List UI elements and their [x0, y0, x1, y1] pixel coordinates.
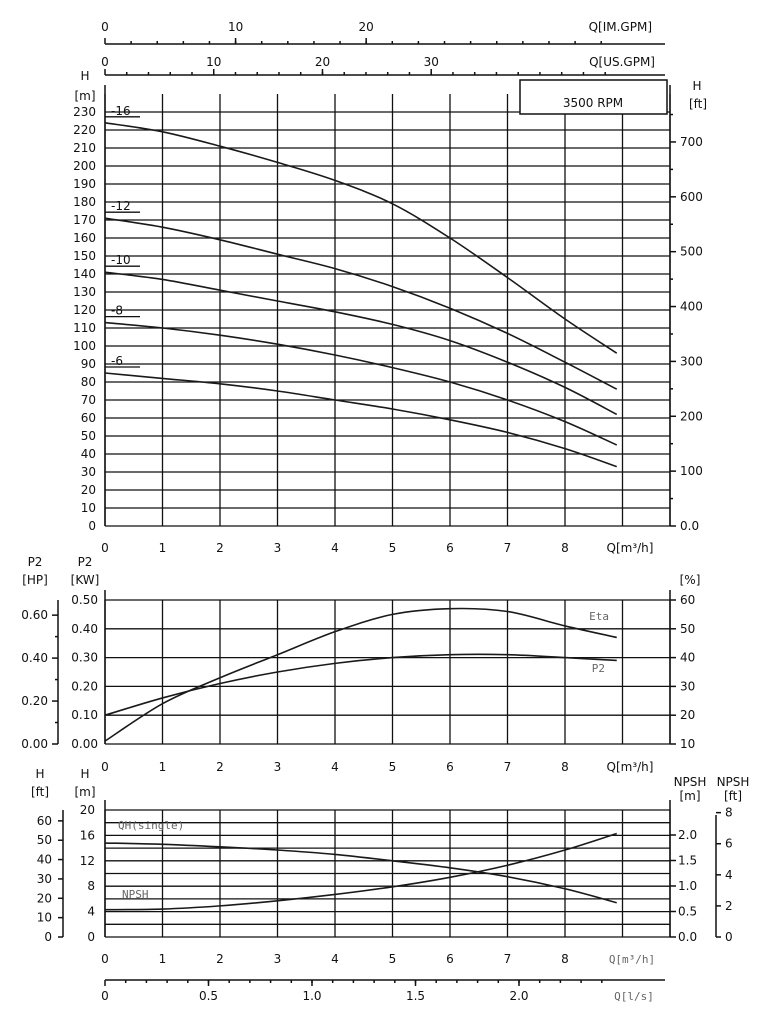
head-curve [105, 373, 617, 467]
p2-curve-label: P2 [591, 662, 605, 675]
npsh-ft-unit: [ft] [30, 785, 50, 799]
head-y-tick-label: 70 [80, 393, 96, 407]
head-y-tick-label: 230 [73, 105, 96, 119]
head-y-tick-label: 10 [80, 501, 96, 515]
power-kw-tick-label: 0.10 [71, 708, 98, 723]
head-y-tick-label: 150 [73, 249, 96, 263]
head-y-tick-label: 200 [73, 159, 96, 173]
npsh-ft-tick-label: 50 [36, 833, 52, 848]
power-x-tick-label: 0 [101, 760, 109, 774]
npsh-x-tick-label: 4 [331, 952, 339, 966]
npsh-far-right-tick-label: 2 [725, 898, 733, 913]
im-gpm-tick-label: 10 [227, 20, 244, 34]
head-y-tick-label: 60 [80, 411, 96, 425]
head-y-tick-label: 80 [80, 375, 96, 389]
power-hp-tick-label: 0.00 [21, 737, 48, 751]
head-y-label-left: H [80, 69, 90, 83]
head-x-tick-label: 7 [503, 541, 512, 555]
power-x-tick-label: 5 [388, 760, 397, 774]
npsh-far-right-tick-label: 0 [725, 930, 733, 944]
power-x-tick-label: 6 [446, 760, 454, 774]
head-ft-tick-label: 400 [680, 299, 703, 314]
power-eta-tick-label: 20 [680, 708, 696, 723]
npsh-ft-tick-label: 10 [36, 910, 52, 925]
npsh-x-tick-label: 5 [388, 952, 397, 966]
power-x-tick-label: 2 [216, 760, 224, 774]
head-ft-tick-label: 100 [680, 464, 703, 479]
head-x-tick-label: 3 [273, 541, 282, 555]
npsh-x-tick-label: 7 [503, 952, 512, 966]
power-kw-tick-label: 0.00 [71, 737, 98, 751]
head-y-tick-label: 140 [73, 267, 96, 281]
head-y-tick-label: 170 [73, 213, 96, 227]
head-x-tick-label: 0 [101, 541, 109, 555]
head-x-tick-label: 2 [216, 541, 224, 555]
head-curve-label: -8 [111, 303, 123, 318]
head-y-tick-label: 90 [80, 357, 96, 371]
head-ft-tick-label: 500 [680, 244, 703, 259]
power-kw-label: P2 [77, 555, 93, 569]
npsh-m-tick-label: 16 [79, 828, 95, 843]
power-eta-unit: [%] [679, 573, 701, 587]
power-hp-unit: [HP] [22, 573, 48, 587]
p2-curve [105, 654, 617, 715]
npsh-far-right-tick-label: 4 [725, 867, 733, 882]
head-y-label-right: H [692, 79, 702, 93]
head-y-tick-label: 160 [73, 231, 96, 245]
head-x-tick-label: 5 [388, 541, 397, 555]
npsh-m-tick-label: 0 [87, 930, 95, 944]
head-curve-label: -10 [111, 253, 131, 268]
ls-tick-label: 1.0 [302, 989, 322, 1003]
npsh-right-tick-label: 0.5 [678, 904, 698, 919]
us-gpm-tick-label: 0 [101, 55, 109, 69]
us-gpm-axis-label: Q[US.GPM] [589, 55, 655, 69]
head-y-tick-label: 40 [80, 447, 96, 461]
npsh-m-tick-label: 12 [79, 853, 95, 868]
npsh-ft-label: H [35, 767, 45, 781]
npsh-right-tick-label: 1.5 [678, 853, 698, 868]
npsh-x-tick-label: 8 [561, 952, 569, 966]
head-y-tick-label: 50 [80, 429, 96, 443]
npsh-x-axis-label: Q[m³/h] [608, 953, 656, 966]
eta-curve-label: Eta [589, 610, 609, 623]
head-ft-tick-label: 600 [680, 189, 703, 204]
npsh-m-tick-label: 20 [79, 803, 95, 817]
head-x-tick-label: 8 [561, 541, 569, 555]
npsh-x-tick-label: 3 [273, 952, 282, 966]
head-ft-tick-label: 700 [680, 134, 703, 149]
ls-tick-label: 0 [101, 989, 109, 1003]
rpm-label: 3500 RPM [562, 96, 624, 110]
us-gpm-tick-label: 10 [206, 55, 222, 69]
head-y-unit-left: [m] [74, 89, 96, 103]
npsh-right-tick-label: 1.0 [678, 879, 698, 893]
npsh-right-tick-label: 2.0 [678, 828, 698, 842]
npsh-right-tick-label: 0.0 [678, 930, 698, 944]
npsh-ft-tick-label: 0 [44, 930, 52, 944]
head-curve-label: -6 [111, 354, 123, 368]
head-y-tick-label: 220 [73, 123, 96, 137]
npsh-right-unit: [m] [679, 789, 701, 803]
power-kw-tick-label: 0.30 [71, 650, 98, 665]
power-kw-tick-label: 0.40 [71, 621, 98, 636]
head-y-tick-label: 0 [88, 519, 96, 533]
npsh-x-tick-label: 6 [446, 952, 454, 966]
head-y-tick-label: 210 [73, 141, 96, 155]
us-gpm-tick-label: 30 [423, 55, 439, 69]
power-kw-tick-label: 0.20 [71, 679, 98, 694]
head-y-tick-label: 180 [73, 195, 96, 209]
power-kw-unit: [KW] [70, 573, 100, 587]
power-x-tick-label: 3 [273, 760, 282, 774]
power-kw-tick-label: 0.50 [71, 593, 98, 607]
im-gpm-tick-label: 0 [101, 20, 109, 34]
head-y-tick-label: 100 [73, 339, 96, 353]
power-x-tick-label: 7 [503, 760, 512, 774]
ls-tick-label: 0.5 [198, 989, 219, 1003]
power-hp-label: P2 [27, 555, 43, 569]
head-curve [105, 323, 617, 445]
npsh-ft-tick-label: 20 [36, 891, 52, 906]
npsh-x-tick-label: 0 [101, 952, 109, 966]
power-x-tick-label: 4 [331, 760, 339, 774]
npsh-ft-tick-label: 60 [36, 813, 52, 828]
power-x-tick-label: 8 [561, 760, 569, 774]
npsh-m-unit: [m] [74, 785, 96, 799]
npsh-far-right-label: NPSH [716, 775, 750, 789]
head-x-tick-label: 1 [158, 541, 167, 555]
power-hp-tick-label: 0.40 [21, 651, 48, 666]
head-y-tick-label: 130 [73, 285, 96, 299]
head-x-tick-label: 6 [446, 541, 454, 555]
power-eta-tick-label: 10 [680, 737, 696, 751]
power-hp-tick-label: 0.60 [21, 608, 48, 623]
power-eta-tick-label: 50 [680, 621, 696, 636]
npsh-right-label: NPSH [673, 775, 707, 789]
head-y-tick-label: 20 [80, 483, 96, 497]
power-eta-tick-label: 40 [680, 650, 696, 665]
npsh-m-tick-label: 8 [87, 879, 95, 894]
npsh-far-right-tick-label: 8 [725, 805, 733, 820]
head-y-tick-label: 120 [73, 303, 96, 317]
head-y-tick-label: 190 [73, 177, 96, 191]
power-x-tick-label: 1 [158, 760, 167, 774]
power-x-axis-label: Q[m³/h] [606, 760, 654, 774]
npsh-far-right-unit: [ft] [723, 789, 743, 803]
head-x-axis-label: Q[m³/h] [606, 541, 654, 555]
head-y-tick-label: 30 [80, 465, 96, 479]
npsh-m-label: H [80, 767, 90, 781]
head-curve-label: -16 [111, 103, 131, 118]
power-eta-tick-label: 30 [680, 679, 696, 694]
npsh-m-tick-label: 4 [87, 904, 95, 919]
head-x-tick-label: 4 [331, 541, 339, 555]
npsh-x-tick-label: 2 [216, 952, 224, 966]
im-gpm-axis-label: Q[IM.GPM] [588, 20, 652, 34]
us-gpm-tick-label: 20 [314, 55, 331, 69]
power-eta-tick-label: 60 [680, 593, 696, 607]
npsh-ft-tick-label: 30 [36, 871, 52, 886]
head-ft-tick-label: 0.0 [680, 519, 700, 533]
ls-axis-label: Q[l/s] [614, 990, 654, 1003]
head-ft-tick-label: 300 [680, 354, 703, 369]
head-curve [105, 272, 617, 414]
qh-single-label: QH(single) [118, 819, 185, 832]
npsh-x-tick-label: 1 [158, 952, 167, 966]
im-gpm-tick-label: 20 [358, 20, 374, 34]
npsh-ft-tick-label: 40 [36, 852, 52, 867]
head-y-unit-right: [ft] [688, 97, 708, 111]
power-hp-tick-label: 0.20 [21, 694, 48, 709]
head-curve-label: -12 [111, 199, 131, 214]
head-y-tick-label: 110 [73, 321, 96, 335]
npsh-curve-label: NPSH [122, 888, 149, 901]
ls-tick-label: 2.0 [509, 989, 529, 1003]
npsh-far-right-tick-label: 6 [725, 836, 733, 851]
head-ft-tick-label: 200 [680, 409, 703, 424]
ls-tick-label: 1.5 [405, 989, 426, 1003]
